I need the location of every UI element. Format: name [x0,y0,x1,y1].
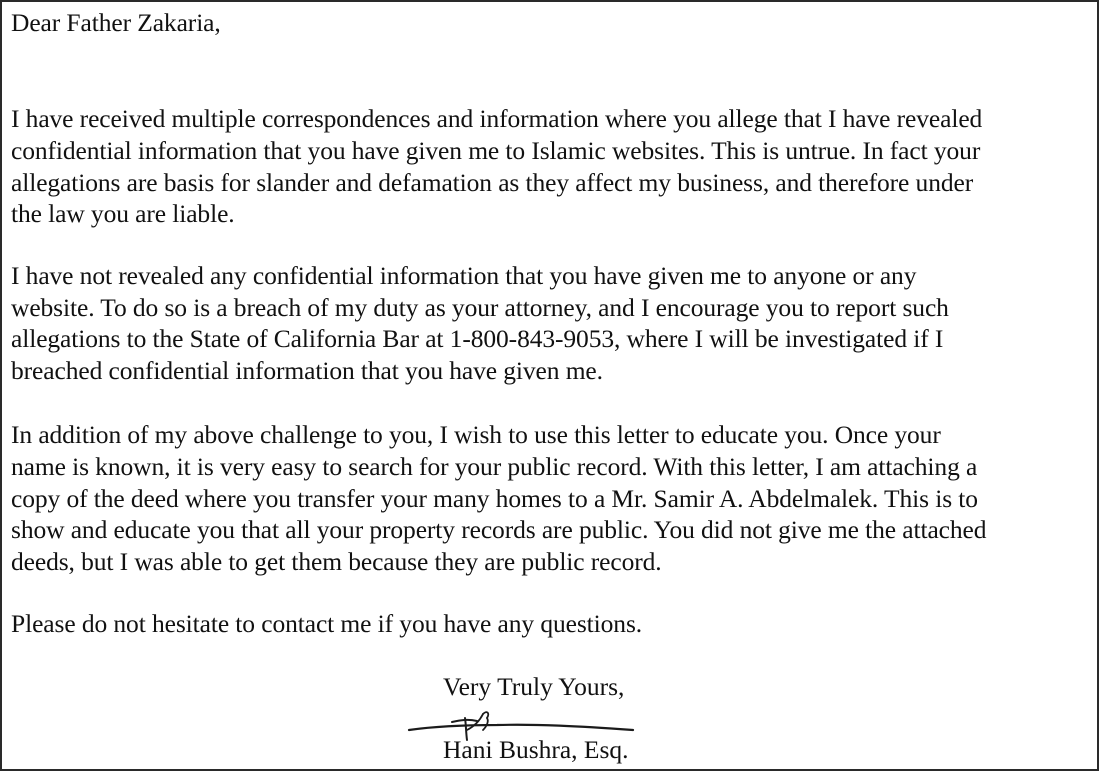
paragraph-2-line-1: I have not revealed any confidential information that you have given me to anyone or any [11,261,917,290]
closing-salutation: Very Truly Yours, [443,672,625,701]
paragraph-3-line-3: copy of the deed where you transfer your many homes to a Mr. Samir A. Abdelmalek. This is to [11,484,978,513]
paragraph-1-line-1: I have received multiple correspondences and information where you allege that I have revealed [11,104,983,133]
paragraph-2-line-2: website. To do so is a breach of my duty as your attorney, and I encourage you to report such [11,293,949,322]
paragraph-2-line-4: breached confidential information that you have given me. [11,356,603,385]
paragraph-1-line-3: allegations are basis for slander and defamation as they affect my business, and therefore under [11,168,974,197]
paragraph-3-line-2: name is known, it is very easy to search for your public record. With this letter, I am attaching a [11,452,978,481]
paragraph-2-line-3: allegations to the State of California Bar at 1-800-843-9053, where I will be investigated if I [11,324,944,353]
paragraph-4-line-1: Please do not hesitate to contact me if you have any questions. [11,609,643,638]
paragraph-1-line-4: the law you are liable. [11,199,235,228]
signer-name: Hani Bushra, Esq. [443,735,629,764]
paragraph-3-line-5: deeds, but I was able to get them because they are public record. [11,547,662,576]
paragraph-3-line-1: In addition of my above challenge to you, I wish to use this letter to educate you. Once your [11,420,941,449]
paragraph-3-line-4: show and educate you that all your property records are public. You did not give me the attached [11,515,987,544]
letter-greeting: Dear Father Zakaria, [11,8,221,37]
paragraph-1-line-2: confidential information that you have given me to Islamic websites. This is untrue. In fact your [11,136,981,165]
